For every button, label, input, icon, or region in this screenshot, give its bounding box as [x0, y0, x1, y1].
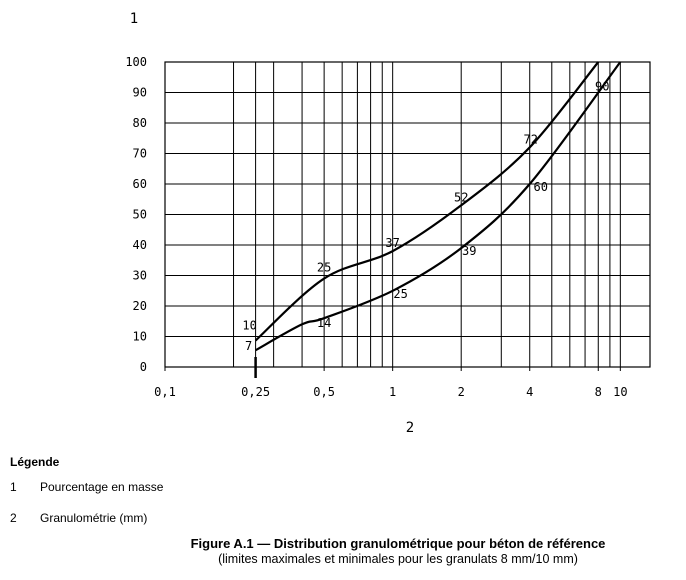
- chart-curves: [256, 62, 621, 350]
- x-tick-label: 2: [457, 385, 465, 399]
- data-point-label: 7: [244, 339, 253, 354]
- legend-item-2: [10, 511, 163, 527]
- y-tick-label: 40: [132, 238, 147, 252]
- y-tick-label: 10: [132, 329, 147, 344]
- data-point-label: 52: [453, 190, 469, 205]
- data-point-label: 10: [242, 318, 257, 333]
- chart-point-labels: [242, 80, 609, 354]
- chart-grid: [165, 62, 650, 378]
- y-tick-label: 90: [132, 85, 147, 100]
- y-tick-label: 0: [139, 360, 147, 374]
- data-point-label: 72: [523, 132, 538, 147]
- y-tick-label: 50: [132, 207, 147, 222]
- legend-item-number: 2: [10, 511, 17, 525]
- figure-caption: [0, 536, 686, 566]
- y-tick-label: 70: [132, 146, 147, 161]
- data-point-label: 90: [595, 79, 610, 94]
- legend-item-text: Granulométrie (mm): [40, 511, 148, 525]
- y-tick-label: 80: [132, 116, 147, 130]
- x-tick-label: 1: [389, 385, 397, 399]
- legend-item-text: Pourcentage en masse: [40, 480, 164, 494]
- x-tick-label: 0,5: [313, 385, 335, 399]
- upper-limit-curve: [256, 62, 599, 341]
- y-tick-label: 20: [132, 299, 147, 313]
- data-point-label: 39: [461, 244, 477, 259]
- x-tick-label: 10: [613, 385, 628, 399]
- data-point-label: 14: [316, 316, 332, 331]
- y-tick-label: 30: [132, 268, 147, 283]
- x-axis-marker: 2: [405, 420, 415, 436]
- x-tick-label: 0,25: [241, 385, 271, 399]
- y-tick-label: 100: [125, 55, 147, 69]
- y-tick-label: 60: [132, 177, 147, 191]
- x-tick-label: 0,1: [154, 385, 176, 399]
- data-point-label: 25: [393, 286, 408, 301]
- data-point-label: 60: [533, 180, 548, 194]
- caption-subtitle: (limites maximales et minimales pour les granulats 8 mm/10 mm): [218, 552, 578, 566]
- legend-item-number: 1: [10, 480, 17, 494]
- x-tick-label: 8: [594, 385, 602, 399]
- data-point-label: 25: [316, 260, 332, 275]
- caption-title: Figure A.1 — Distribution granulométrique pour béton de référence: [190, 536, 606, 551]
- legend: [10, 455, 163, 542]
- legend-title: Légende: [10, 455, 60, 469]
- y-axis-marker: 1: [129, 11, 139, 27]
- legend-item-1: [10, 480, 163, 496]
- data-point-label: 37: [385, 236, 400, 251]
- x-tick-label: 4: [526, 385, 534, 399]
